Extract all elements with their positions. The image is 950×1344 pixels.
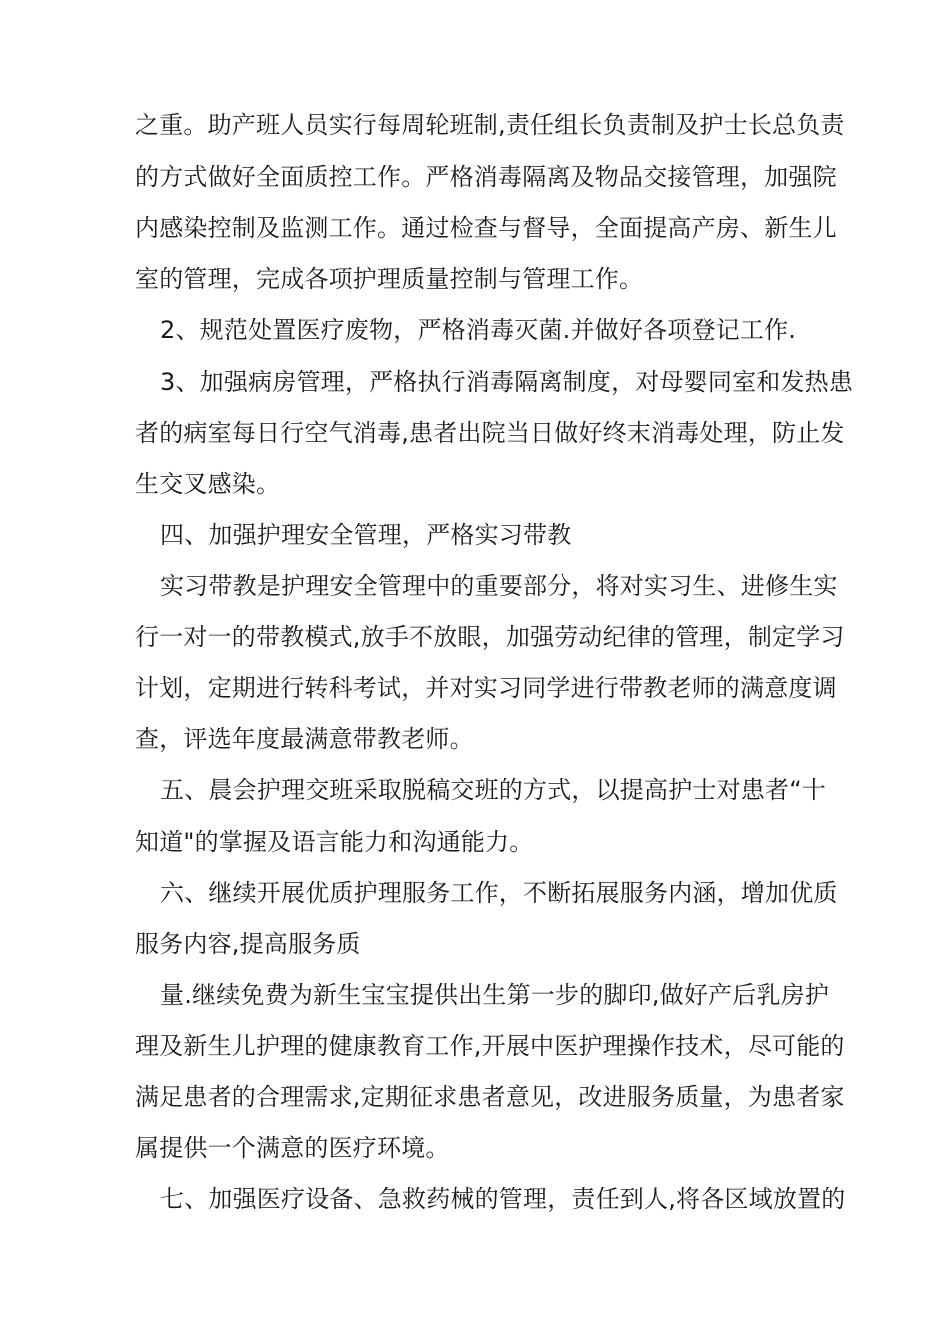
text-line: 属提供一个满意的医疗环境。	[135, 1134, 450, 1162]
text-line: 3、加强病房管理，严格执行消毒隔离制度，对母婴同室和发热患	[160, 368, 854, 396]
text-line: 内感染控制及监测工作。通过检查与督导，全面提高产房、新生儿	[135, 214, 837, 242]
text-line: 的方式做好全面质控工作。严格消毒隔离及物品交接管理，加强院	[135, 163, 837, 191]
text-line: 五、晨会护理交班采取脱稿交班的方式，以提高护士对患者“十	[160, 776, 827, 804]
text-line: 者的病室每日行空气消毒,患者出院当日做好终末消毒处理，防止发	[135, 419, 845, 447]
text-line: 行一对一的带教模式,放手不放眼，加强劳动纪律的管理，制定学习	[135, 623, 845, 651]
text-line: 满足患者的合理需求,定期征求患者意见，改进服务质量，为患者家	[135, 1083, 845, 1111]
text-line: 知道"的掌握及语言能力和沟通能力。	[135, 828, 534, 856]
text-line: 六、继续开展优质护理服务工作，不断拓展服务内涵，增加优质	[160, 879, 838, 907]
text-line: 查，评选年度最满意带教老师。	[135, 725, 474, 753]
section-heading: 四、加强护理安全管理，严格实习带教	[160, 521, 572, 549]
text-line: 生交叉感染。	[135, 470, 281, 498]
text-line: 实习带教是护理安全管理中的重要部分，将对实习生、进修生实	[160, 572, 838, 600]
text-line: 七、加强医疗设备、急救药械的管理，责任到人,将各区域放置的	[160, 1185, 846, 1213]
text-line: 之重。助产班人员实行每周轮班制,责任组长负责制及护士长总负责	[135, 111, 845, 139]
text-line: 理及新生儿护理的健康教育工作,开展中医护理操作技术，尽可能的	[135, 1032, 845, 1060]
text-line: 2、规范处置医疗废物，严格消毒灭菌.并做好各项登记工作.	[160, 316, 797, 344]
text-line: 室的管理，完成各项护理质量控制与管理工作。	[135, 265, 644, 293]
text-line: 服务内容,提高服务质	[135, 930, 361, 958]
text-line: 计划，定期进行转科考试，并对实习同学进行带教老师的满意度调	[135, 674, 837, 702]
text-line: 量.继续免费为新生宝宝提供出生第一步的脚印,做好产后乳房护	[160, 981, 830, 1009]
